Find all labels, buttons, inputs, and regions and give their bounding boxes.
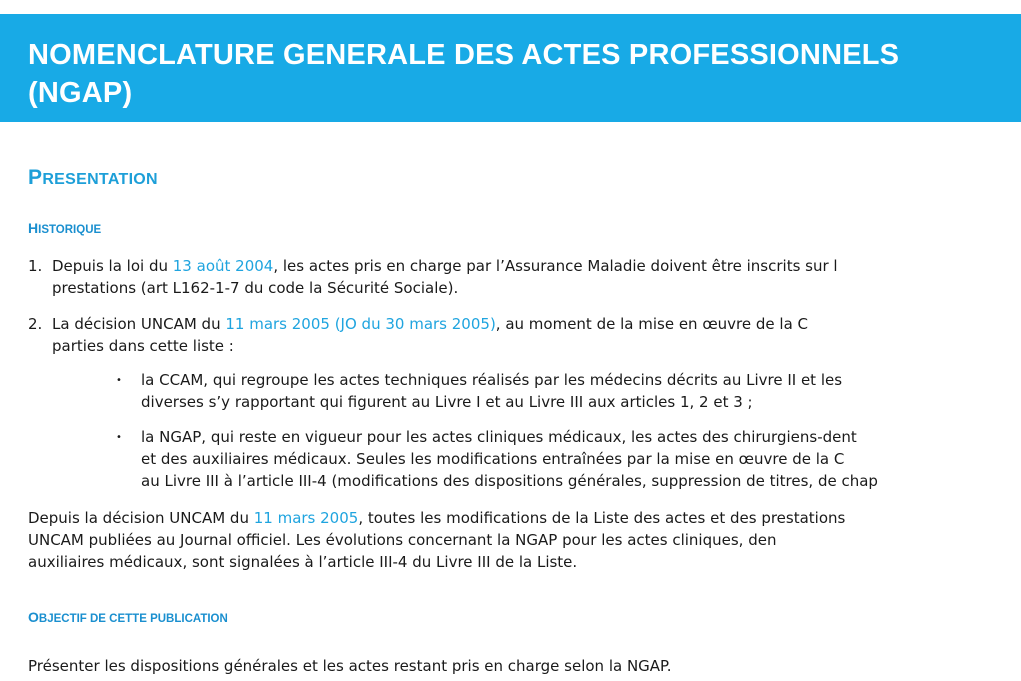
document-title	[28, 36, 1008, 112]
list-item-1-line1: Depuis la loi du 13 août 2004, les actes pris en charge par l’Assurance Maladie doivent être inscrits sur l	[52, 257, 838, 275]
list-item-2-line1: La décision UNCAM du 11 mars 2005 (JO du 30 mars 2005), au moment de la mise en œuvre de la C	[52, 315, 809, 333]
bullet-1-line1: la CCAM, qui regroupe les actes techniques réalisés par les médecins décrits au Livre II et les	[141, 371, 843, 389]
closing-paragraph-line2: UNCAM publiées au Journal officiel. Les évolutions concernant la NGAP pour les actes cliniques, den	[28, 531, 777, 549]
bullet-1: •	[116, 375, 122, 386]
document-title-line1: NOMENCLATURE GENERALE DES ACTES PROFESSIONNELS	[28, 39, 900, 71]
closing-paragraph-line1: Depuis la décision UNCAM du 11 mars 2005, toutes les modifications de la Liste des actes et des prestations	[28, 509, 846, 527]
list-item-2-line2: parties dans cette liste :	[52, 337, 234, 355]
page-top-margin	[0, 0, 1021, 14]
link-11-mars-2005-jo[interactable]: 11 mars 2005 (JO du 30 mars 2005)	[225, 315, 496, 333]
document-title-line2: (NGAP)	[28, 77, 133, 109]
bullet-2: •	[116, 432, 122, 443]
bullet-1-line2: diverses s’y rapportant qui figurent au Livre I et au Livre III aux articles 1, 2 et 3 ;	[141, 393, 753, 411]
section-heading-presentation: PRESENTATION	[28, 166, 158, 189]
title-banner	[0, 14, 1021, 122]
link-11-mars-2005[interactable]: 11 mars 2005	[253, 509, 359, 527]
bullet-2-line3: au Livre III à l’article III-4 (modifications des dispositions générales, suppression de titres, de chap	[141, 472, 878, 490]
subheading-historique: HISTORIQUE	[28, 220, 102, 236]
subheading-objectif: OBJECTIF DE CETTE PUBLICATION	[28, 609, 228, 625]
list-number-1: 1.	[28, 257, 43, 275]
list-item-1-line2: prestations (art L162-1-7 du code la Sécurité Sociale).	[52, 279, 459, 297]
list-number-2: 2.	[28, 315, 43, 333]
bullet-2-line2: et des auxiliaires médicaux. Seules les modifications entraînées par la mise en œuvre de la C	[141, 450, 845, 468]
link-13-aout-2004[interactable]: 13 août 2004	[172, 257, 274, 275]
objectif-paragraph: Présenter les dispositions générales et les actes restant pris en charge selon la NGAP.	[28, 657, 672, 675]
closing-paragraph-line3: auxiliaires médicaux, sont signalées à l’article III-4 du Livre III de la Liste.	[28, 553, 578, 571]
bullet-2-line1: la NGAP, qui reste en vigueur pour les actes cliniques médicaux, les actes des chirurgiens-dent	[141, 428, 857, 446]
